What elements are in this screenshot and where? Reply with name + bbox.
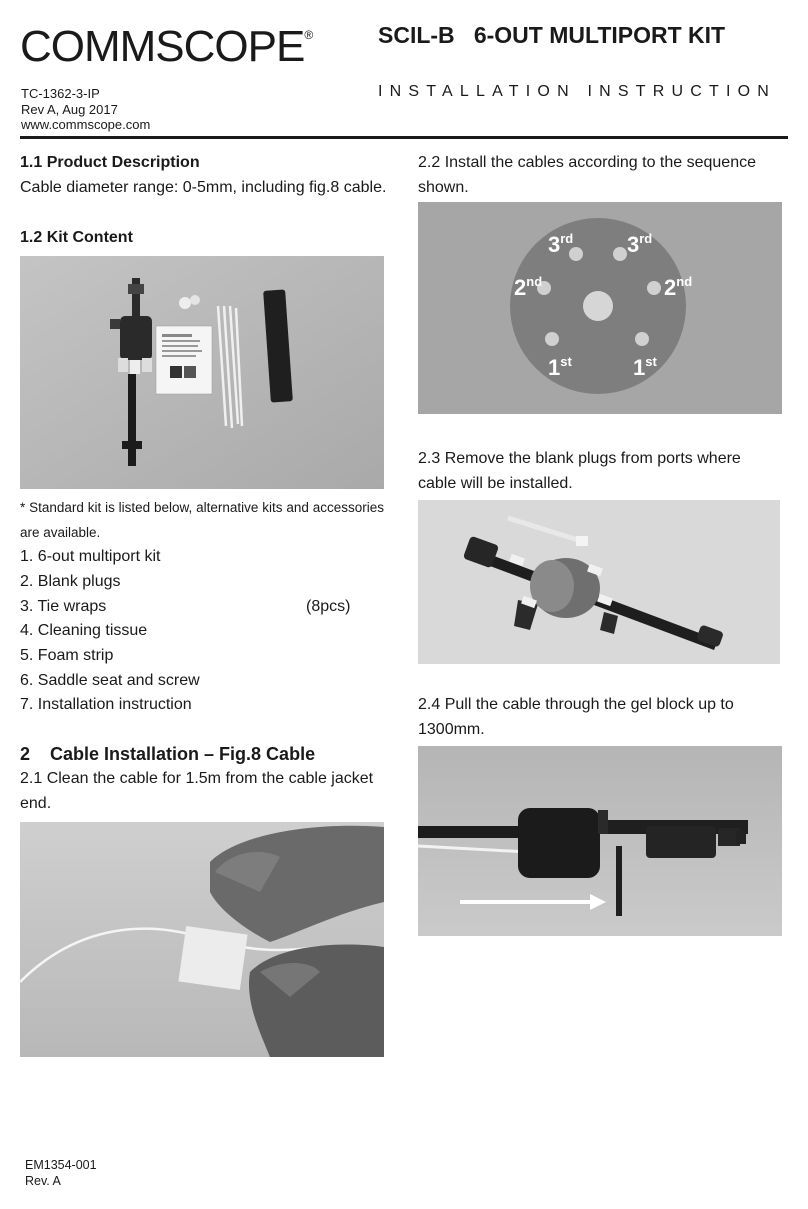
kit-item-7: 7. Installation instruction (20, 696, 192, 713)
registered-mark: ® (304, 28, 314, 42)
kit-item-5: 5. Foam strip (20, 647, 114, 664)
label-1st-right: 1st (633, 354, 657, 380)
document-footer (25, 1157, 97, 1189)
section-2-1-text: 2.1 Clean the cable for 1.5m from the cable jacket end. (20, 770, 374, 812)
kit-item-2: 2. Blank plugs (20, 573, 121, 590)
kit-note: * Standard kit is listed below, alternative kits and accessories are available. (20, 500, 384, 540)
website-link[interactable]: www.commscope.com (21, 117, 151, 132)
kit-item-1: 1. 6-out multiport kit (20, 548, 161, 565)
port-2nd-right (647, 281, 661, 295)
document-title: SCIL-B 6-OUT MULTIPORT KIT (378, 22, 726, 48)
section-2-3-text: 2.3 Remove the blank plugs from ports where cable will be installed. (418, 450, 741, 492)
doc-number: TC-1362-3-IP (21, 86, 100, 101)
port-3rd-left (569, 247, 583, 261)
doc-revision: Rev A, Aug 2017 (21, 101, 118, 117)
logo-text: COMMSCOPE (20, 22, 305, 71)
header-divider (20, 136, 788, 139)
center-hole (583, 291, 613, 321)
kit-item-6: 6. Saddle seat and screw (20, 672, 200, 689)
document-subtitle: INSTALLATION INSTRUCTION (378, 83, 777, 100)
blank-plug-removal-illustration (418, 500, 780, 664)
footer-rev: Rev. A (25, 1174, 61, 1188)
kit-content-photo (20, 256, 384, 489)
label-3rd-right: 3rd (627, 231, 653, 257)
section-2-2-text: 2.2 Install the cables according to the sequence shown. (418, 154, 756, 196)
kit-item-4: 4. Cleaning tissue (20, 622, 148, 639)
commscope-logo (20, 22, 314, 72)
label-3rd-left: 3rd (548, 231, 574, 257)
port-1st-left (545, 332, 559, 346)
section-1-1-text: Cable diameter range: 0-5mm, including fig.8 cable. (20, 179, 387, 196)
tie-wrap-quantity: (8pcs) (306, 598, 351, 615)
section-2-4-text: 2.4 Pull the cable through the gel block up to 1300mm. (418, 696, 734, 738)
document-meta (21, 86, 150, 133)
section-1-2-title: 1.2 Kit Content (20, 229, 133, 246)
section-2-title: 2 Cable Installation – Fig.8 Cable (20, 744, 316, 764)
cable-cleaning-photo (20, 822, 384, 1057)
port-3rd-right (613, 247, 627, 261)
section-1-1-title: 1.1 Product Description (20, 154, 200, 171)
cable-pull-photo (418, 746, 782, 936)
port-1st-right (635, 332, 649, 346)
label-2nd-left: 2nd (514, 274, 543, 300)
footer-code: EM1354-001 (25, 1158, 97, 1172)
cable-sequence-diagram (418, 202, 782, 414)
label-2nd-right: 2nd (664, 274, 693, 300)
kit-item-3: 3. Tie wraps (20, 598, 107, 615)
label-1st-left: 1st (548, 354, 572, 380)
